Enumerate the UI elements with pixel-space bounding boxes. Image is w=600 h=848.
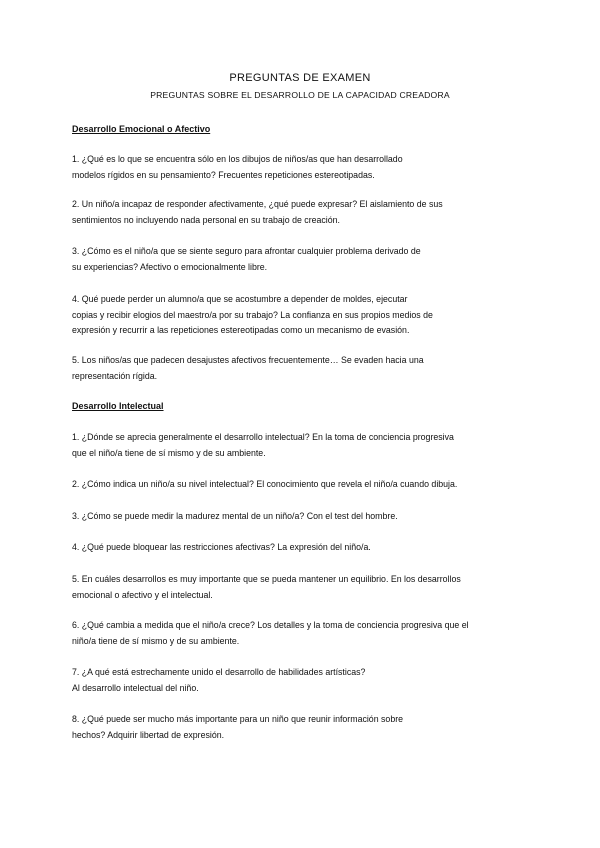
question-line: su experiencias? Afectivo o emocionalmente libre. (72, 261, 268, 272)
question-line: niño/a tiene de sí mismo y de su ambiente. (72, 635, 240, 646)
question-line: 1. ¿Qué es lo que se encuentra sólo en los dibujos de niños/as que han desarrollado (72, 154, 403, 164)
question-paragraph (72, 540, 532, 556)
question-paragraph (72, 618, 532, 649)
question-line: representación rígida. (72, 370, 158, 381)
question-line: 6. ¿Qué cambia a medida que el niño/a crece? Los detalles y la toma de conciencia progresiva que el (72, 620, 469, 630)
question-line: Al desarrollo intelectual del niño. (72, 682, 199, 693)
question-paragraph (72, 152, 532, 183)
question-line: 3. ¿Cómo se puede medir la madurez mental de un niño/a? Con el test del hombre. (72, 511, 398, 521)
question-paragraph (72, 477, 532, 493)
question-line: 8. ¿Qué puede ser mucho más importante para un niño que reunir información sobre (72, 714, 404, 724)
question-line: 4. ¿Qué puede bloquear las restricciones afectivas? La expresión del niño/a. (72, 542, 371, 552)
question-line: 3. ¿Cómo es el niño/a que se siente seguro para afrontar cualquier problema derivado de (72, 246, 421, 256)
question-line: sentimientos no incluyendo nada personal en su trabajo de creación. (72, 214, 340, 225)
section-heading: Desarrollo Emocional o Afectivo (72, 124, 211, 134)
question-line: 5. En cuáles desarrollos es muy importante que se pueda mantener un equilibrio. En los desarrollos (72, 574, 461, 584)
question-line: 5. Los niños/as que padecen desajustes afectivos frecuentemente… Se evaden hacia una (72, 355, 424, 365)
question-paragraph (72, 665, 532, 696)
section-heading: Desarrollo Intelectual (72, 401, 164, 411)
question-paragraph (72, 572, 532, 603)
question-line: 2. Un niño/a incapaz de responder afectivamente, ¿qué puede expresar? El aislamiento de sus (72, 199, 443, 209)
question-line: que el niño/a tiene de sí mismo y de su ambiente. (72, 447, 266, 458)
question-paragraph (72, 509, 532, 525)
question-line: modelos rígidos en su pensamiento? Frecuentes repeticiones estereotipadas. (72, 169, 375, 180)
question-paragraph (72, 244, 532, 275)
question-line: copias y recibir elogios del maestro/a por su trabajo? La confianza en sus propios medios de (72, 309, 433, 320)
question-line: 1. ¿Dónde se aprecia generalmente el desarrollo intelectual? En la toma de conciencia progresiva (72, 432, 454, 442)
question-line: 4. Qué puede perder un alumno/a que se acostumbre a depender de moldes, ejecutar (72, 294, 408, 304)
question-line: hechos? Adquirir libertad de expresión. (72, 729, 225, 740)
question-paragraph (72, 292, 532, 339)
page-subtitle: PREGUNTAS SOBRE EL DESARROLLO DE LA CAPACIDAD CREADORA (150, 90, 450, 100)
question-paragraph (72, 197, 532, 228)
question-line: 7. ¿A qué está estrechamente unido el desarrollo de habilidades artísticas? (72, 667, 366, 677)
question-line: emocional o afectivo y el intelectual. (72, 589, 213, 600)
question-paragraph (72, 353, 532, 384)
question-line: expresión y recurrir a las repeticiones estereotipadas como un mecanismo de evasión. (72, 325, 410, 335)
question-paragraph (72, 712, 532, 743)
page-title: PREGUNTAS DE EXAMEN (229, 72, 371, 84)
question-line: 2. ¿Cómo indica un niño/a su nivel intelectual? El conocimiento que revela el niño/a cuando dibuja. (72, 479, 458, 489)
question-paragraph (72, 430, 532, 461)
